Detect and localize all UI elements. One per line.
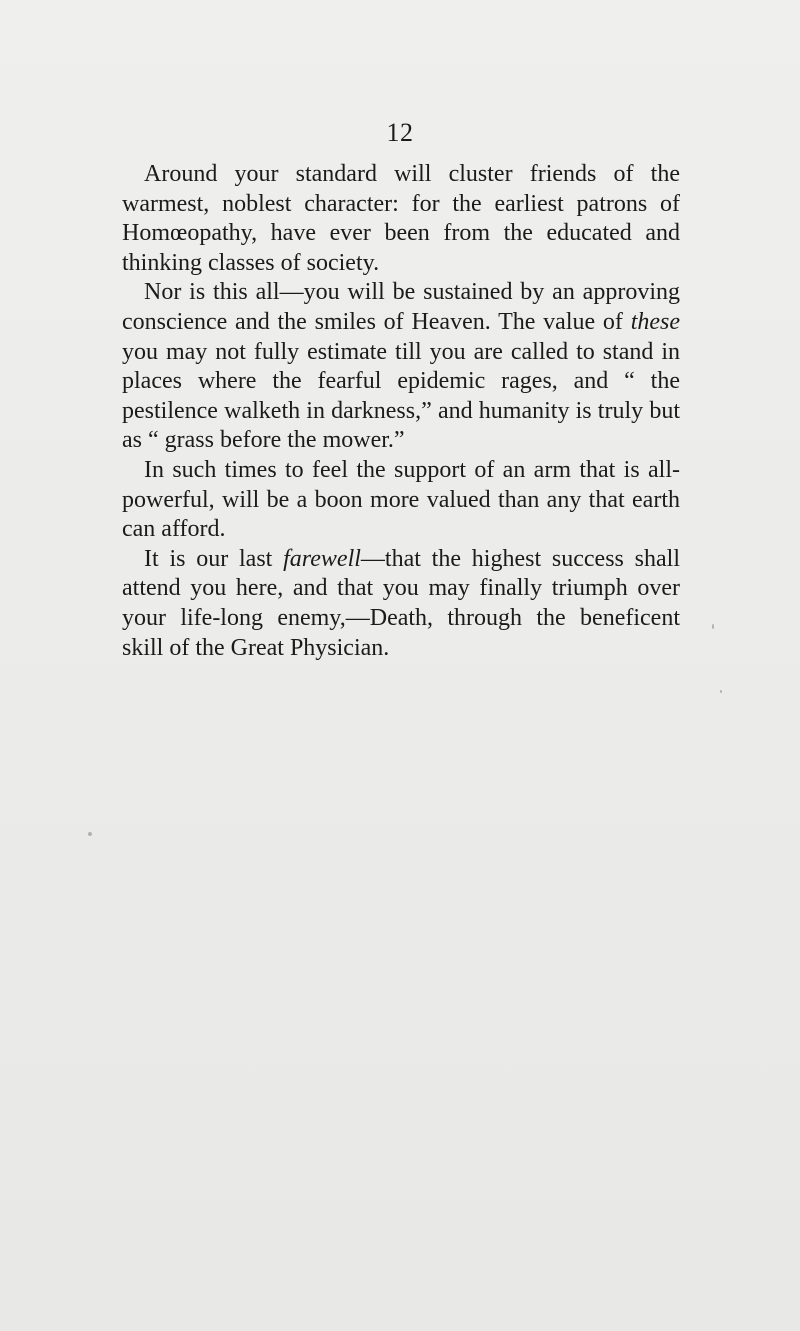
paper-speck [88, 832, 92, 836]
paragraph-2 [122, 278, 680, 456]
paragraph-4 [122, 545, 680, 663]
paragraph-1-text: Around your standard will cluster friends of the warmest, noblest character: for the earliest patrons of Homœopathy, have ever been from the educated and thinking classes of society. [122, 161, 680, 276]
body-text [122, 160, 680, 663]
paper-speck [712, 624, 714, 629]
paragraph-4-text-end: —that the highest success shall attend you here, and that you may finally triumph over your life-long enemy,—Death, through the beneficent skill of the Great Physician. [122, 545, 680, 661]
paragraph-2-text-end: you may not fully estimate till you are called to stand in places where the fearful epidemic rages, and “ the pestilence walketh in darkness,” and humanity is truly but as “ grass before the mower.” [122, 338, 680, 454]
page-number: 12 [386, 118, 414, 147]
paragraph-1 [122, 160, 680, 278]
paragraph-2-emphasis: these [630, 308, 680, 335]
paragraph-4-emphasis: farewell [283, 545, 361, 572]
paragraph-2-text-start: Nor is this all—you will be sustained by an approving conscience and the smiles of Heaven. The value of [122, 279, 680, 335]
paper-speck [720, 690, 722, 693]
paragraph-3-text: In such times to feel the support of an arm that is all-powerful, will be a boon more valued than any that earth can afford. [122, 456, 680, 543]
paragraph-4-text-start: It is our last [144, 545, 284, 572]
paragraph-3 [122, 456, 680, 545]
